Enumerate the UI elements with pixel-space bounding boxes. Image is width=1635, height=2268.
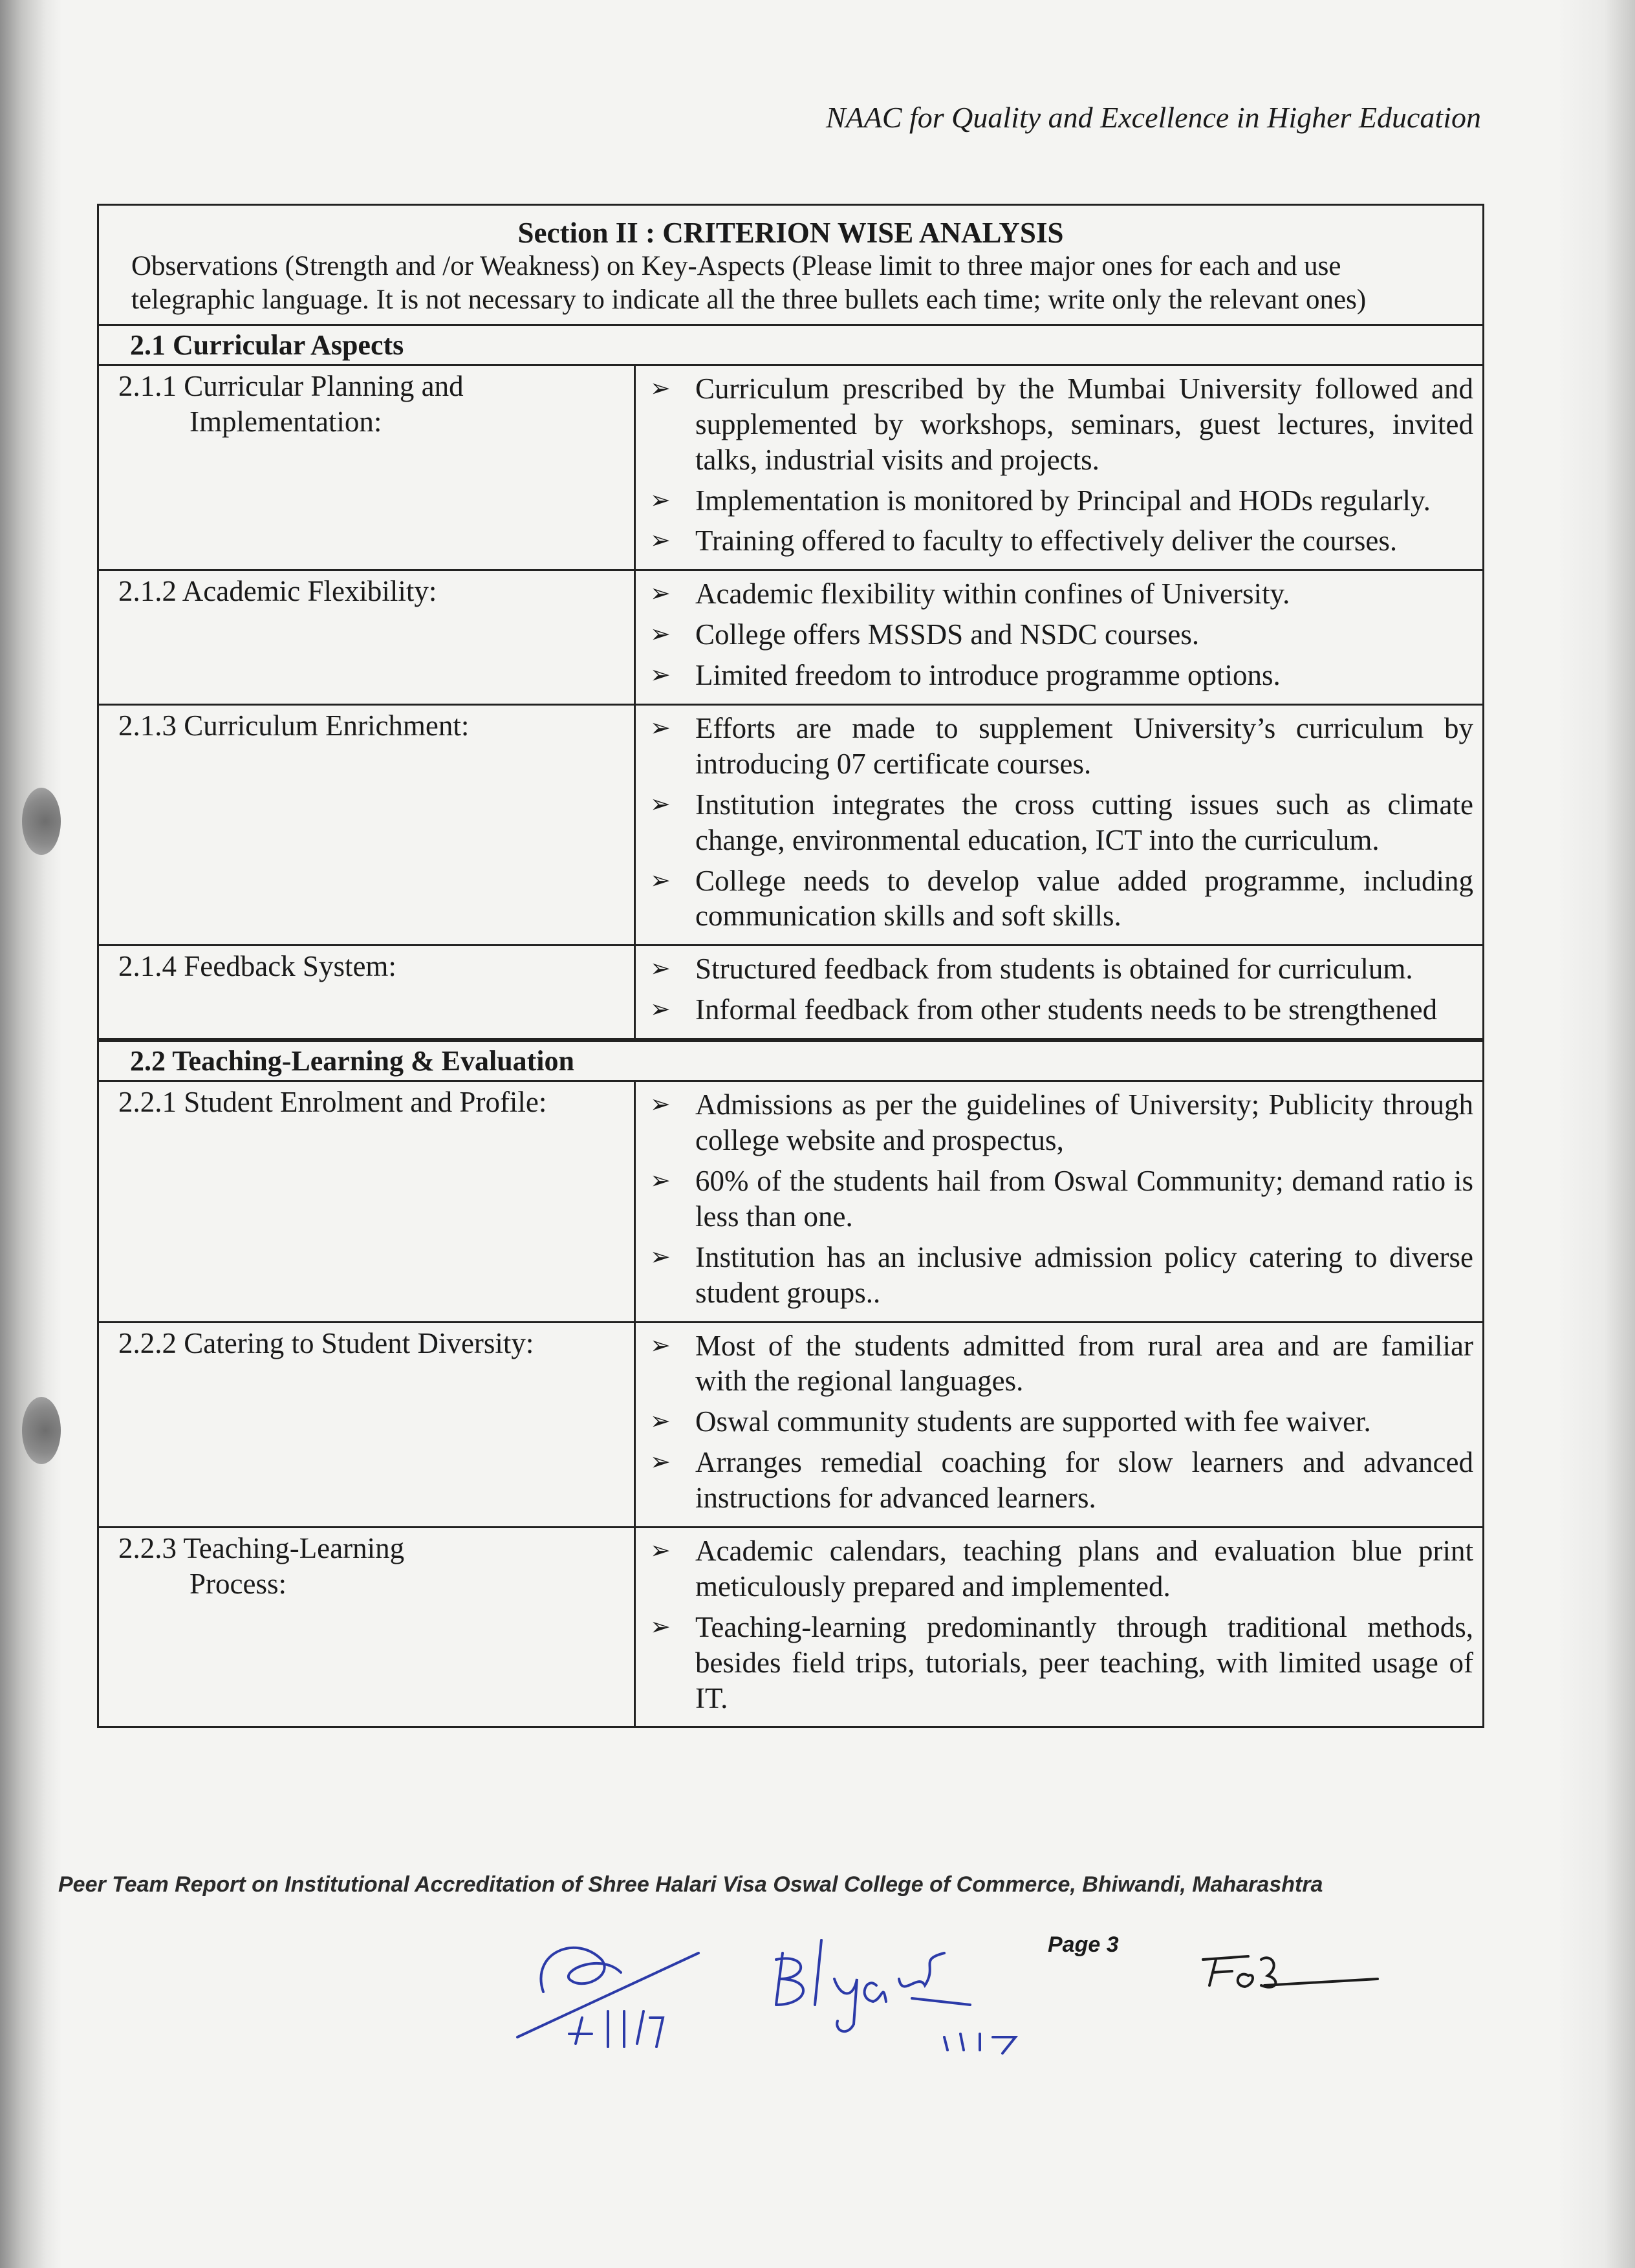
observation-point (650, 992, 1473, 1028)
arrowhead-bullet-icon: ➢ (650, 580, 671, 608)
observation-text: Limited freedom to introduce programme options. (695, 659, 1281, 692)
observation-text: Institution integrates the cross cutting issues such as climate change, environmental education, ICT into the curriculum. (695, 788, 1473, 856)
observations-cell (636, 946, 1482, 1038)
observation-point (650, 951, 1473, 987)
observation-point (650, 1163, 1473, 1235)
observation-text: Implementation is monitored by Principal and HODs regularly. (695, 484, 1431, 517)
observation-point (650, 1445, 1473, 1516)
observation-point (650, 658, 1473, 693)
key-aspect-label-line: Process: (189, 1567, 287, 1600)
report-footer: Peer Team Report on Institutional Accreditation of Shree Halari Visa Oswal College of Commerce, Bhiwandi, Maharashtra (58, 1872, 1323, 1897)
observation-point (650, 1087, 1473, 1158)
observation-point (650, 1610, 1473, 1716)
punch-hole-upper (22, 788, 61, 855)
observation-text: Oswal community students are supported with fee waiver. (695, 1405, 1371, 1438)
signature-1 (517, 1948, 698, 2047)
arrowhead-bullet-icon: ➢ (650, 1449, 671, 1476)
key-aspect-label (99, 706, 636, 944)
running-header: NAAC for Quality and Excellence in Higher Education (825, 101, 1481, 134)
key-aspect-row (99, 1082, 1482, 1323)
observation-point (650, 787, 1473, 858)
observation-point (650, 1404, 1473, 1440)
arrowhead-bullet-icon: ➢ (650, 1408, 671, 1436)
key-aspect-label-line: 2.1.1 Curricular Planning and (118, 369, 464, 402)
observation-text: Institution has an inclusive admission policy catering to diverse student groups.. (695, 1240, 1473, 1309)
arrowhead-bullet-icon: ➢ (650, 374, 671, 402)
observation-text: Informal feedback from other students needs to be strengthened (695, 993, 1438, 1026)
arrowhead-bullet-icon: ➢ (650, 1613, 671, 1641)
criteria-container (99, 324, 1482, 1727)
key-aspect-label-line: Implementation: (189, 405, 382, 438)
key-aspect-label-line: 2.1.3 Curriculum Enrichment: (118, 709, 470, 742)
observations-cell (636, 366, 1482, 569)
key-aspect-row (99, 1528, 1482, 1726)
arrowhead-bullet-icon: ➢ (650, 996, 671, 1024)
observations-cell (636, 1082, 1482, 1321)
observation-point (650, 576, 1473, 612)
observations-cell (636, 1528, 1482, 1726)
key-aspect-label-line: 2.2.2 Catering to Student Diversity: (118, 1326, 534, 1359)
signature-3 (1203, 1956, 1378, 1987)
observation-text: Most of the students admitted from rural area and are familiar with the regional languages. (695, 1329, 1473, 1398)
observations-note: Observations (Strength and /or Weakness) on Key-Aspects (Please limit to three major ones for each and use telegraphic language. It is not necessary to indicate all the three bullets each time; write only the relevant ones) (131, 251, 1367, 316)
observation-point (650, 371, 1473, 478)
handwritten-signatures (504, 1914, 1410, 2076)
signature-2 (776, 1940, 1015, 2053)
observation-point (650, 617, 1473, 653)
key-aspect-label (99, 1528, 636, 1726)
key-aspect-row (99, 706, 1482, 946)
observation-text: College offers MSSDS and NSDC courses. (695, 618, 1200, 651)
observation-text: Teaching-learning predominantly through traditional methods, besides field trips, tutorials, peer teaching, with limited usage of IT. (695, 1610, 1473, 1714)
key-aspect-label-line: 2.1.4 Feedback System: (118, 950, 396, 983)
arrowhead-bullet-icon: ➢ (650, 1091, 671, 1119)
section-title: Section II : CRITERION WISE ANALYSIS (517, 217, 1064, 249)
arrowhead-bullet-icon: ➢ (650, 527, 671, 555)
key-aspect-label (99, 1082, 636, 1321)
observation-point (650, 483, 1473, 519)
key-aspect-label-line: 2.2.3 Teaching-Learning (118, 1531, 405, 1564)
observation-point (650, 1533, 1473, 1604)
key-aspect-row (99, 366, 1482, 571)
criterion-heading: 2.2 Teaching-Learning & Evaluation (99, 1040, 1482, 1082)
page-number: Page 3 (1048, 1932, 1119, 1957)
observation-text: Curriculum prescribed by the Mumbai University followed and supplemented by workshops, seminars, guest lectures, invited talks, industrial visits and projects. (695, 372, 1473, 476)
arrowhead-bullet-icon: ➢ (650, 1332, 671, 1359)
arrowhead-bullet-icon: ➢ (650, 1167, 671, 1194)
key-aspect-label (99, 366, 636, 569)
observation-text: Academic flexibility within confines of University. (695, 578, 1290, 610)
observation-text: College needs to develop value added programme, including communication skills and soft skills. (695, 864, 1473, 933)
observation-text: Training offered to faculty to effectively deliver the courses. (695, 524, 1398, 557)
observations-cell (636, 706, 1482, 944)
page-edge-shadow (1557, 0, 1635, 2268)
punch-hole-lower (22, 1397, 61, 1464)
arrowhead-bullet-icon: ➢ (650, 1243, 671, 1271)
key-aspect-label (99, 1323, 636, 1526)
key-aspect-label-line: 2.2.1 Student Enrolment and Profile: (118, 1086, 547, 1119)
observation-text: Efforts are made to supplement University’s curriculum by introducing 07 certificate courses. (695, 712, 1473, 780)
arrowhead-bullet-icon: ➢ (650, 486, 671, 514)
observation-text: Admissions as per the guidelines of University; Publicity through college website and prospectus, (695, 1088, 1473, 1157)
criterion-heading: 2.1 Curricular Aspects (99, 324, 1482, 366)
arrowhead-bullet-icon: ➢ (650, 662, 671, 689)
observation-text: Academic calendars, teaching plans and evaluation blue print meticulously prepared and implemented. (695, 1534, 1473, 1603)
arrowhead-bullet-icon: ➢ (650, 1537, 671, 1564)
observations-cell (636, 571, 1482, 704)
observation-point (650, 523, 1473, 559)
key-aspect-row (99, 946, 1482, 1040)
observation-point (650, 1328, 1473, 1399)
arrowhead-bullet-icon: ➢ (650, 867, 671, 894)
key-aspect-label-line: 2.1.2 Academic Flexibility: (118, 575, 437, 608)
binding-shadow (0, 0, 61, 2268)
observation-text: Arranges remedial coaching for slow learners and advanced instructions for advanced learners. (695, 1446, 1473, 1515)
key-aspect-row (99, 571, 1482, 706)
observation-point (650, 711, 1473, 782)
key-aspect-label (99, 571, 636, 704)
observation-point (650, 863, 1473, 934)
arrowhead-bullet-icon: ➢ (650, 715, 671, 742)
key-aspect-row (99, 1323, 1482, 1528)
observation-text: Structured feedback from students is obtained for curriculum. (695, 953, 1413, 986)
arrowhead-bullet-icon: ➢ (650, 621, 671, 649)
arrowhead-bullet-icon: ➢ (650, 790, 671, 818)
key-aspect-label (99, 946, 636, 1038)
observation-text: 60% of the students hail from Oswal Community; demand ratio is less than one. (695, 1164, 1473, 1233)
criterion-analysis-table (97, 204, 1484, 1728)
observation-point (650, 1240, 1473, 1311)
observations-cell (636, 1323, 1482, 1526)
arrowhead-bullet-icon: ➢ (650, 955, 671, 983)
